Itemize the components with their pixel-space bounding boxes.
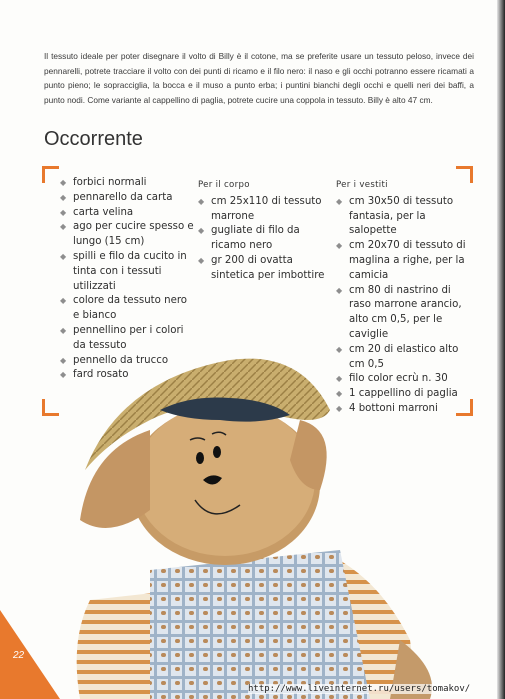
list-item: ◆ fard rosato bbox=[60, 368, 195, 383]
list-item: ◆ gr 200 di ovatta sintetica per imbottire bbox=[198, 254, 328, 284]
list-item: ◆ pennarello da carta bbox=[60, 191, 195, 206]
materials-list bbox=[198, 195, 328, 284]
list-item: ◆ gugliate di filo da ricamo nero bbox=[198, 224, 328, 254]
list-item: ◆ cm 20 di elastico alto cm 0,5 bbox=[336, 343, 466, 373]
materials-column-body bbox=[198, 178, 328, 284]
list-item: ◆ 4 bottoni marroni bbox=[336, 402, 466, 417]
column-heading: Per il corpo bbox=[198, 180, 250, 190]
list-item: ◆ spilli e filo da cucito in tinta con i tessuti utilizzati bbox=[60, 250, 195, 294]
teddy-bear-photo bbox=[0, 340, 505, 699]
frame-corner-top-left bbox=[42, 166, 59, 183]
section-title: Occorrente bbox=[44, 128, 143, 150]
page-number: 22 bbox=[13, 650, 25, 661]
list-item: ◆ forbici normali bbox=[60, 176, 195, 191]
list-item: ◆ filo color ecrù n. 30 bbox=[336, 372, 466, 387]
list-item: ◆ carta velina bbox=[60, 206, 195, 221]
list-item: ◆ 1 cappellino di paglia bbox=[336, 387, 466, 402]
list-item: ◆ cm 25x110 di tessuto marrone bbox=[198, 195, 328, 225]
list-item: ◆ cm 30x50 di tessuto fantasia, per la salopette bbox=[336, 195, 466, 239]
list-item: ◆ pennello da trucco bbox=[60, 354, 195, 369]
list-item: ◆ cm 20x70 di tessuto di maglina a righe, per la camicia bbox=[336, 239, 466, 283]
intro-paragraph: Il tessuto ideale per poter disegnare il volto di Billy è il cotone, ma se preferite usare un tessuto peloso, invece dei pennarelli, potrete tracciare il volto con dei punti di ricamo e il filo nero: il naso e gli occhi potranno essere ricamati a punto pieno; le sopracciglia, la bocca e il muso a punto erba; i puntini bianchi degli occhi e quelli neri dei baffi, a punto nodi. Come variante al cappellino di paglia, potrete cucire una coppola in tessuto. Billy è alto 47 cm. bbox=[44, 51, 474, 106]
list-item: ◆ cm 80 di nastrino di raso marrone arancio, alto cm 0,5, per le caviglie bbox=[336, 284, 466, 343]
list-item: ◆ pennellino per i colori da tessuto bbox=[60, 324, 195, 354]
watermark-url: http://www.liveinternet.ru/users/tomakov/ bbox=[248, 684, 471, 694]
page-number-tab bbox=[0, 610, 60, 699]
column-heading: Per i vestiti bbox=[336, 180, 388, 190]
list-item: ◆ ago per cucire spesso e lungo (15 cm) bbox=[60, 220, 195, 250]
list-item: ◆ colore da tessuto nero e bianco bbox=[60, 294, 195, 324]
